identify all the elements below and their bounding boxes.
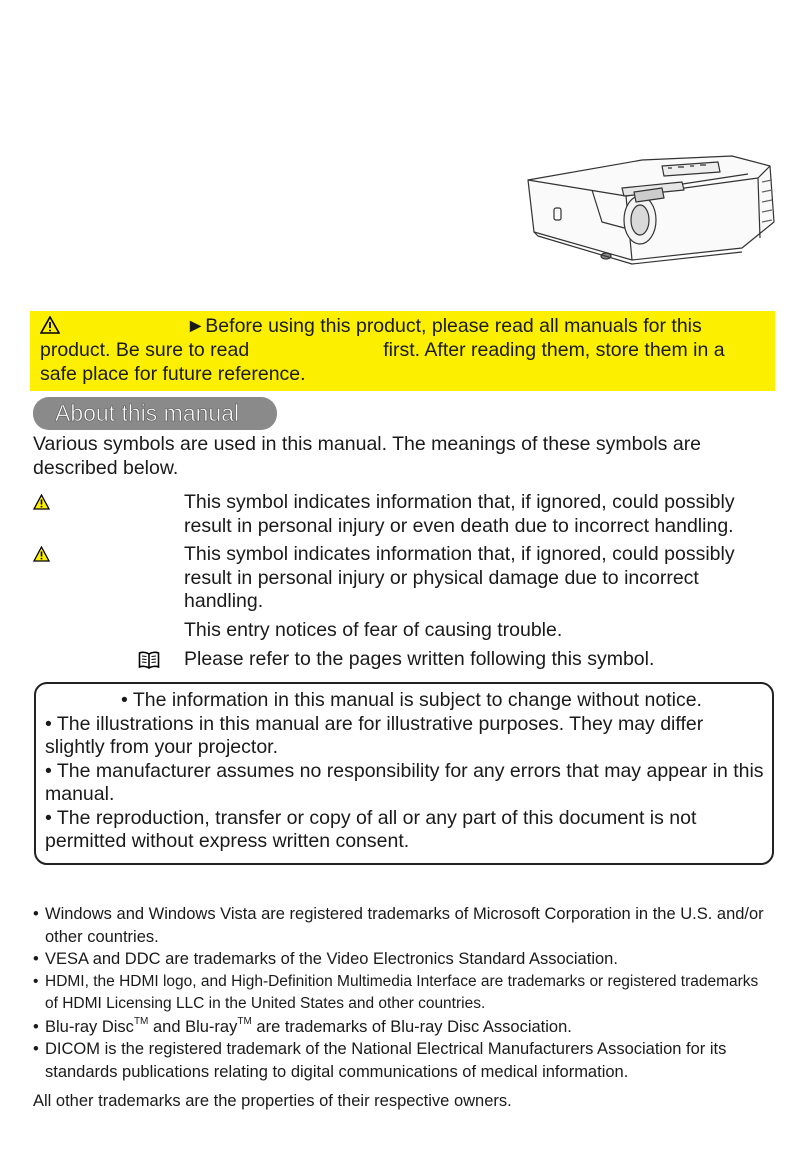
notice-item: • The manufacturer assumes no responsibility for any errors that may appear in this manual. [45, 759, 764, 805]
symbol-text-caution: This symbol indicates information that, if ignored, could possibly result in personal injury or physical damage due to incorrect handling. [184, 543, 735, 612]
warning-triangle-icon [40, 316, 60, 334]
warning-triangle-icon [33, 494, 50, 510]
warning-line-2b: first. After reading them, store them in a [383, 339, 725, 361]
intro-text: Various symbols are used in this manual. The meanings of these symbols are described below. [33, 433, 702, 479]
trademark-vesa: • VESA and DDC are trademarks of the Video Electronics Standard Association. [33, 948, 773, 971]
notice-item: • The illustrations in this manual are for illustrative purposes. They may differ slightly from your projector. [45, 712, 704, 758]
notice-item: • The reproduction, transfer or copy of all or any part of this document is not permitted without express written consent. [45, 806, 697, 852]
symbol-text-reference: Please refer to the pages written following this symbol. [184, 648, 655, 670]
bluray-text: and Blu-ray [148, 1017, 238, 1036]
projector-illustration [522, 152, 778, 270]
warning-line-2a: product. Be sure to read [40, 339, 250, 361]
warning-banner [30, 311, 775, 391]
symbol-text-notice: This entry notices of fear of causing trouble. [184, 619, 563, 641]
trademark-windows: • Windows and Windows Vista are registered trademarks of Microsoft Corporation in the U.S. and/or other countries. [33, 903, 773, 948]
tm-mark: TM [133, 1015, 149, 1027]
trademark-list [33, 903, 773, 1083]
trademark-dicom: • DICOM is the registered trademark of the National Electrical Manufacturers Association for its standards publications relating to digital communications of medical information. [33, 1038, 773, 1083]
symbol-text-warning: This symbol indicates information that, if ignored, could possibly result in personal injury or even death due to incorrect handling. [184, 491, 735, 537]
warning-line-3: safe place for future reference. [40, 363, 306, 385]
trademark-bluray [33, 1016, 773, 1039]
trademark-final-note: All other trademarks are the properties of their respective owners. [33, 1092, 512, 1110]
caution-triangle-icon [33, 546, 50, 562]
section-title: About this manual [33, 397, 277, 430]
bluray-assoc-text: are trademarks of Blu-ray Disc Association. [251, 1017, 572, 1036]
notice-item: • The information in this manual is subject to change without notice. [121, 689, 702, 711]
bluray-disc-text: Blu-ray Disc [45, 1017, 134, 1036]
warning-line-1: ►Before using this product, please read all manuals for this [186, 315, 702, 337]
tm-mark: TM [237, 1015, 252, 1027]
trademark-hdmi: • HDMI, the HDMI logo, and High-Definition Multimedia Interface are trademarks or registered trademarks of HDMI Licensing LLC in the United States and other countries. [33, 971, 773, 1016]
notice-box [34, 682, 774, 865]
open-book-icon [138, 650, 160, 670]
